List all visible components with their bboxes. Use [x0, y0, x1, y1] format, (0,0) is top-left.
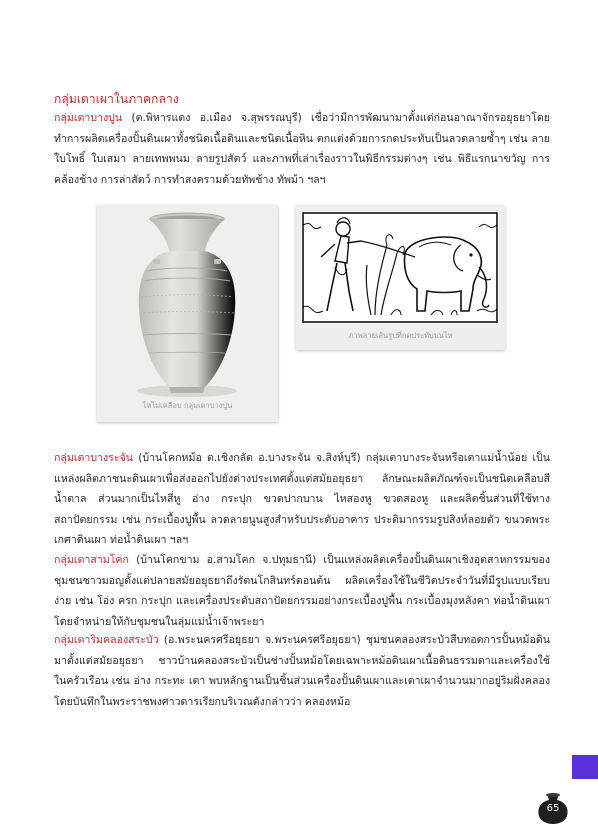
- drawing-caption: ภาพลายเส้นรูปที่กดประทับบนไห: [348, 331, 453, 340]
- paragraph-body: (บ้านโคกหม้อ ต.เชิงกลัด อ.บางระจัน จ.สิงห์บุรี) กลุ่มเตาบางระจันหรือเตาแม่น้ำน้อย เป็นแหล่งผลิตภาชนะดินเผาเพื่อส่งออกไปยังต่างประเทศตั้งแต่สมัยอยุธยา ลักษณะผลิตภัณฑ์จะเป็นชนิดเคลือบสีน้ำตาล ส่วนมากเป็นไหสี่หู อ่าง กระปุก ขวดปากบาน ไหสองหู ขวดสองหู และผลิตชิ้นส่วนที่ใช้ทางสถาปัตยกรรม เช่น กระเบื้องปูพื้น ลวดลายนูนสูงสำหรับประดับอาคาร ประติมากรรมรูปสิงห์ลอยตัว ขนวดพระเกศาดินเผา ท่อน้ำดินเผา ฯลฯ: [54, 452, 550, 546]
- paragraph-bang-rachan: [54, 448, 550, 551]
- paragraph-body: (ต.พิหารแดง อ.เมือง จ.สุพรรณบุรี) เชื่อว่ามีการพัฒนามาตั้งแต่ก่อนอาณาจักรอยุธยาโดยทำการผลิตเครื่องปั้นดินเผาทั้งชนิดเนื้อดินและชนิดเนื้อหิน ตกแต่งด้วยการกดประทับเป็นลวดลายซ้ำๆ เช่น ลายใบโพธิ์ ใบเสมา ลายเทพพนม ลายรูปสัตว์ และภาพที่เล่าเรื่องราวในพิธีกรรมต่างๆ เช่น พิธีแรกนาขวัญ การคล้องช้าง การล่าสัตว์ การทำสงครามด้วยทัพช้าง ทัพม้า ฯลฯ: [54, 112, 550, 186]
- paragraph-bang-pun: [54, 108, 550, 190]
- vase-image: [97, 205, 278, 422]
- section-heading: กลุ่มเตาเผาในภาคกลาง: [54, 92, 179, 106]
- line-drawing-image: [301, 211, 499, 324]
- drawing-figure: [296, 205, 505, 350]
- vase-caption: ไหไม่เคลือบ กลุ่มเตาบางปูน: [142, 401, 233, 410]
- term-bang-rachan: กลุ่มเตาบางระจัน: [54, 452, 134, 464]
- term-sa-bua: กลุ่มเตาริมคลองสระบัว: [54, 634, 159, 646]
- paragraph-sam-khok: [54, 550, 550, 632]
- paragraph-body: (อ.พระนครศรีอยุธยา จ.พระนครศรีอยุธยา) ชุมชนคลองสระบัวสืบทอดการปั้นหม้อดินมาตั้งแต่สมัยอยุธยา ชาวบ้านคลองสระบัวเป็นช่างปั้นหม้อโดยเฉพาะหม้อดินเผาเนื้อดินธรรมดาและเครื่องใช้ในครัวเรือน เช่น อ่าง กระทะ เตา พบหลักฐานเป็นชิ้นส่วนเครื่องปั้นดินเผาและเตาเผาจำนวนมากอยู่ริมฝั่งคลอง โดยบันทึกในพระราชพงศาวดารเรียกบริเวณดังกล่าวว่า คลองหม้อ: [54, 634, 550, 708]
- term-sam-khok: กลุ่มเตาสามโคก: [54, 554, 129, 566]
- vase-figure: [97, 205, 278, 422]
- term-bang-pun: กลุ่มเตาบางปูน: [54, 112, 123, 124]
- page-number: 65: [546, 803, 560, 814]
- chapter-tab: [572, 755, 598, 779]
- paragraph-body: (บ้านโคกขาม อ.สามโคก จ.ปทุมธานี) เป็นแหล่งผลิตเครื่องปั้นดินเผาเชิงอุตสาหกรรมของชุมชนชาวมอญตั้งแต่ปลายสมัยอยุธยาถึงรัตนโกสินทร์ตอนต้น ผลิตเครื่องใช้ในชีวิตประจำวันที่มีรูปแบบเรียบง่าย เช่น โอ่ง ครก กระปุก และเครื่องประดับสถาปัตยกรรมอย่างกระเบื้องปูพื้น กระเบื้องมุงหลังคา ท่อน้ำดินเผา โดยจำหน่ายให้กับชุมชนในลุ่มแม่น้ำเจ้าพระยา: [54, 554, 550, 628]
- paragraph-sa-bua: [54, 630, 550, 712]
